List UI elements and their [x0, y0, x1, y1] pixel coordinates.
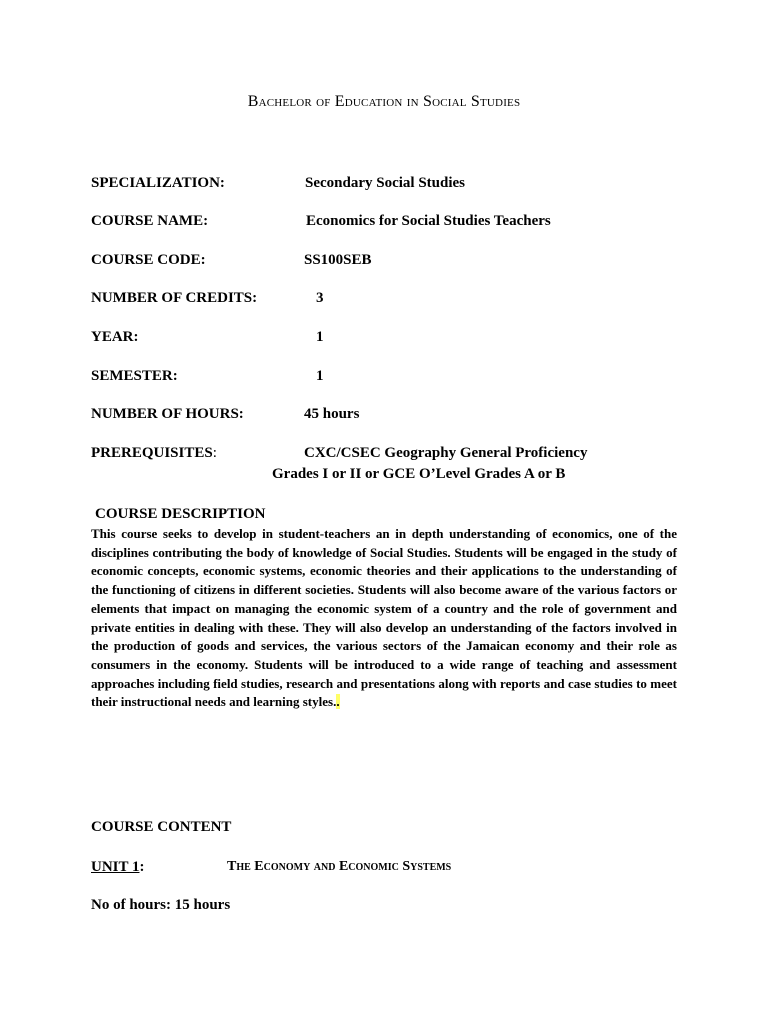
semester-value: 1 [316, 368, 324, 384]
prerequisites-label [91, 445, 217, 462]
specialization-label: SPECIALIZATION: [91, 175, 225, 191]
hours-label: NUMBER OF HOURS: [91, 406, 244, 422]
unit-hours: No of hours: 15 hours [91, 897, 231, 913]
prerequisites-line-2: Grades I or II or GCE O’Level Grades A or B [272, 466, 566, 482]
course-name-value: Economics for Social Studies Teachers [306, 213, 551, 229]
prerequisites-line-1: CXC/CSEC Geography General Proficiency [304, 445, 588, 461]
specialization-value: Secondary Social Studies [305, 175, 466, 191]
prerequisites-label-text: PREREQUISITES [91, 445, 213, 461]
semester-label: SEMESTER: [91, 368, 178, 384]
unit-label-text: UNIT 1 [91, 859, 140, 875]
course-code-value: SS100SEB [304, 252, 372, 268]
year-label: YEAR: [91, 329, 139, 345]
year-value: 1 [316, 329, 324, 345]
course-description-text [91, 525, 677, 712]
course-description-heading: COURSE DESCRIPTION [95, 506, 266, 522]
unit-label [91, 859, 145, 876]
course-content-heading: COURSE CONTENT [91, 819, 232, 835]
course-name-label: COURSE NAME: [91, 213, 209, 229]
unit-label-colon: : [139, 859, 145, 875]
course-code-label: COURSE CODE: [91, 252, 206, 268]
hours-value: 45 hours [304, 406, 360, 422]
unit-title: The Economy and Economic Systems [227, 859, 452, 874]
course-description-body: This course seeks to develop in student-teachers an in depth understanding of economics, one of the disciplines contributing the body of knowledge of Social Studies. Students will be engaged in the study of economic concepts, economic systems, economic theories and their applications to the understanding of the functioning of citizens in different societies. Students will also become aware of the various factors or elements that impact on managing the economic system of a country and the role of government and private entities in dealing with these. They will also develop an understanding of the factors involved in the production of goods and services, the various sectors of the Jamaican economy and their role as consumers in the economy. Students will be introduced to a wide range of teaching and assessment approaches including field studies, research and presentations along with reports and case studies to meet their instructional needs and learning styles. [91, 526, 677, 710]
prerequisites-label-colon: : [212, 445, 217, 461]
credits-value: 3 [316, 290, 324, 306]
document-title: Bachelor of Education in Social Studies [247, 93, 521, 110]
credits-label: NUMBER OF CREDITS: [91, 290, 258, 306]
highlighted-period: . [336, 694, 340, 710]
